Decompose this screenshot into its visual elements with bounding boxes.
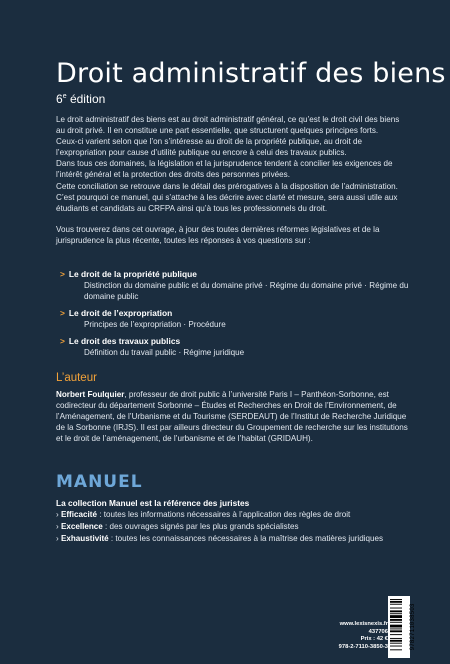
edition-suffix: e [62,93,67,100]
barcode-bar [390,610,402,612]
barcode-bar [390,638,402,639]
list-item: › Excellence : des ouvrages signés par les plus grands spécialistes [56,522,299,531]
barcode-bar [390,634,402,635]
topic-title: Le droit de l’expropriation [68,308,173,318]
barcode-bar [390,630,402,632]
topic-desc: Définition du travail public · Régime juridique [84,348,245,357]
website: www.lexisnexis.fr [339,621,388,627]
price: Prix : 42 € [360,636,388,643]
list-item: › Exhaustivité : toutes les connaissances nécessaires à la maîtrise des matières juridiques [56,534,384,543]
topic-desc: Distinction du domaine public et du domaine privé · Régime du domaine privé · Régime du domaine public [84,281,409,301]
topic-desc: Principes de l’expropriation · Procédure [84,320,226,329]
description [56,114,408,246]
paragraph: Le droit administratif des biens est au droit administratif général, ce qu’est le droit civil des biens au droit privé. Il en constitue une part essentielle, que structurent quelques principes forts. [56,115,400,136]
collection-intro: La collection Manuel est la référence des juristes [56,498,250,508]
edition [56,92,105,106]
topic-item [60,268,410,302]
barcode-bar [390,640,402,642]
barcode-bar [390,625,402,628]
collection-list [56,509,416,545]
topic-item [60,335,410,358]
paragraph: Ceux-ci varient selon que l’on s’intéresse au droit de la propriété publique, au droit de l’expropriation pour cause d’utilité publique ou encore à celui des travaux publics. [56,137,362,158]
edition-number: 6 [56,92,63,106]
barcode-bar [390,619,402,621]
product-code: 437706 [368,628,388,635]
author-heading: L’auteur [56,372,97,384]
barcode-bar [390,622,402,623]
barcode-bar [390,601,402,603]
topic-title: Le droit des travaux publics [68,336,181,346]
topic-item [60,307,410,330]
collection-term: Efficacité [60,510,97,519]
chevron-right-icon: > [60,336,65,346]
barcode-bar [390,643,402,644]
collection-term: Exhaustivité [60,534,109,543]
chevron-right-icon: > [60,308,65,318]
paragraph: Dans tous ces domaines, la législation et la jurisprudence tendent à concilier les exigences de l’intérêt général et la protection des droits des personnes privées. [56,159,393,180]
collection-text: : des ouvrages signés par les plus grands spécialistes [102,522,299,531]
barcode [388,596,416,658]
barcode-bar [390,608,402,609]
collection-term: Excellence [60,522,103,531]
book-title: Droit administratif des biens [56,58,446,89]
chevron-right-icon: > [60,269,65,279]
barcode-bar [390,604,402,605]
barcode-bar [390,628,402,629]
barcode-bar [390,599,402,600]
author-name: Norbert Foulquier [56,390,125,399]
topics-list [60,268,410,363]
collection-text: : toutes les informations nécessaires à l’application des règles de droit [96,510,351,519]
author-description: , professeur de droit public à l’université Paris I – Panthéon-Sorbonne, est codirecteur du département Sorbonne – Études et Recherches en Droit de l’Environnement, de l’Aménagement, de l’Urbanisme et du Tourisme (SERDEAUT) de l’Institut de Recherche Juridique de la Sorbonne (IRJS). Il est par ailleurs directeur du Groupement de recherche sur les institutions et le droit de l’aménagement, de l’urbanisme et de l’habitat (GRIDAUH). [56,390,408,444]
paragraph: Cette conciliation se retrouve dans le détail des prérogatives à la disposition de l’administration. C’est pourquoi ce manuel, qui s’attache à les décrire avec clarté et mesure, sera aussi utile aux étudiants et candidats au CRFPA ainsi qu’à tous les professionnels du droit. [56,181,398,213]
barcode-bar [390,613,402,614]
barcode-bar [390,646,402,647]
edition-label: édition [69,92,106,106]
collection-text: : toutes les connaissances nécessaires à la maîtrise des matières juridiques [108,534,384,543]
barcode-bars [388,596,410,658]
list-item: › Efficacité : toutes les informations nécessaires à l’application des règles de droit [56,510,351,519]
barcode-bar [390,615,402,618]
topics-intro: Vous trouverez dans cet ouvrage, à jour des toutes dernières réformes législatives et de la jurisprudence la plus récente, toutes les réponses à vos questions sur : [56,224,380,245]
barcode-digits: 9782711038503 [409,603,416,651]
collection-logo: MANUEL [56,472,143,492]
isbn: 978-2-7110-3850-3 [338,643,388,650]
topic-title: Le droit de la propriété publique [68,269,197,279]
barcode-bar [390,649,402,650]
publisher-info [298,621,388,651]
author-bio [56,389,410,444]
